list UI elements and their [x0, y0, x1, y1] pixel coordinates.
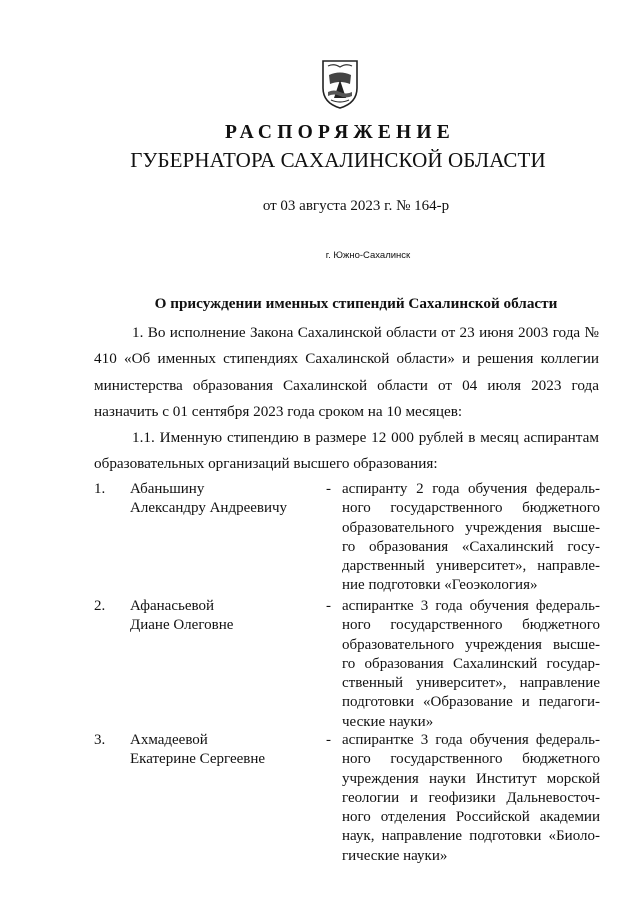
scholar-name-line: Абаньшину	[130, 481, 205, 497]
scholar-name	[130, 731, 320, 770]
scholar-description	[342, 731, 600, 866]
description-line: ного государственного бюджетного	[342, 751, 600, 768]
scholar-description	[342, 597, 600, 732]
entry-number: 2.	[94, 598, 106, 614]
scholar-name-line: Афанасьевой	[130, 598, 214, 614]
description-line: ние подготовки «Геоэкология»	[342, 577, 538, 594]
sakhalin-coat-of-arms-icon	[320, 58, 360, 110]
document-issuer: ГУБЕРНАТОРА САХАЛИНСКОЙ ОБЛАСТИ	[130, 148, 546, 172]
scholar-name	[130, 597, 320, 636]
description-line: наук, направление подготовки «Биоло-	[342, 828, 600, 845]
description-line: го образования Сахалинский государ-	[342, 655, 600, 672]
scholar-name-line: Александру Андреевичу	[130, 500, 288, 517]
description-line: учреждения науки Институт морской	[342, 770, 600, 787]
description-line: аспиранту 2 года обучения федераль-	[342, 481, 600, 497]
description-line: аспирантке 3 года обучения федераль-	[342, 732, 600, 748]
scholar-name-line: Екатерине Сергеевне	[130, 751, 266, 768]
paragraph-1-1: 1.1. Именную стипендию в размере 12 000 рублей в месяц аспирантам образовательных организаций высшего образования:	[94, 429, 599, 473]
scholar-name-line: Ахмадеевой	[130, 732, 208, 748]
paragraph-1: 1. Во исполнение Закона Сахалинской области от 23 июня 2003 года № 410 «Об именных стипендиях Сахалинской области» и решения коллегии министерства образования Сахалинской области от 04 июля 2023 года назначить с 01 сентября 2023 года сроком на 10 месяцев:	[94, 324, 599, 420]
description-line: образовательного учреждения высше-	[342, 519, 600, 536]
description-line: подготовки «Образование и педагоги-	[342, 694, 600, 711]
decree-date-number: от 03 августа 2023 г. № 164-р	[262, 198, 450, 214]
description-line: геологии и геофизики Дальневосточ-	[342, 789, 600, 806]
entry-number: 3.	[94, 732, 106, 748]
entry-dash: -	[326, 481, 331, 497]
description-line: дарственный университет», направле-	[342, 558, 600, 575]
description-line: гические науки»	[342, 847, 448, 864]
entry-dash: -	[326, 598, 331, 614]
scholar-name-line: Диане Олеговне	[130, 617, 234, 634]
issue-city: г. Южно-Сахалинск	[325, 250, 411, 261]
document-subject: О присуждении именных стипендий Сахалинской области	[154, 295, 558, 312]
description-line: ного государственного бюджетного	[342, 617, 600, 634]
document-title: РАСПОРЯЖЕНИЕ	[225, 122, 455, 143]
description-line: образовательного учреждения высше-	[342, 636, 600, 653]
description-line: ного государственного бюджетного	[342, 500, 600, 517]
scholar-name	[130, 480, 320, 519]
entry-number: 1.	[94, 481, 106, 497]
description-line: го образования «Сахалинский госу-	[342, 538, 600, 555]
entry-dash: -	[326, 732, 331, 748]
scholar-description	[342, 480, 600, 596]
description-line: ственный университет», направление	[342, 675, 600, 692]
description-line: ческие науки»	[342, 713, 434, 730]
description-line: ного отделения Российской академии	[342, 809, 600, 826]
description-line: аспирантке 3 года обучения федераль-	[342, 598, 600, 614]
